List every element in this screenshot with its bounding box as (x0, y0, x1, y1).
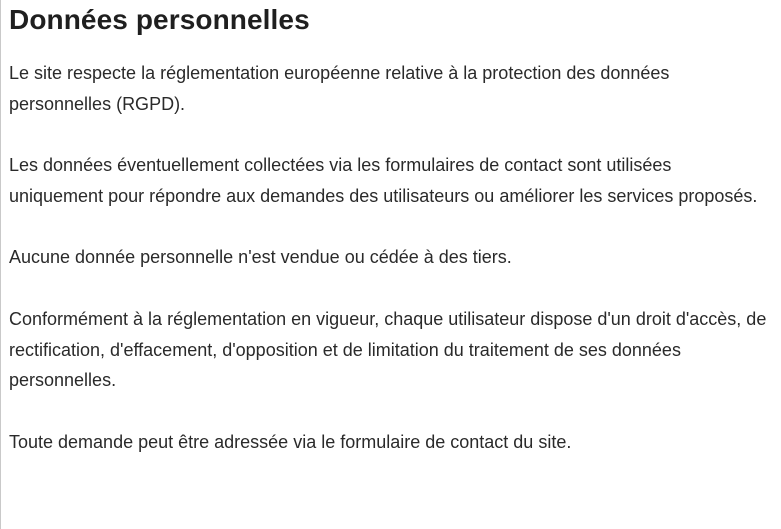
paragraph-contact-request: Toute demande peut être adressée via le formulaire de contact du site. (9, 431, 572, 452)
paragraph-no-sale: Aucune donnée personnelle n'est vendue ou cédée à des tiers. (9, 247, 512, 268)
paragraph-data-usage: Les données éventuellement collectées via les formulaires de contact sont utilisées uniquement pour répondre aux demandes des utilisateurs ou améliorer les services proposés. (9, 155, 758, 206)
page-title: Données personnelles (9, 4, 310, 35)
paragraph-user-rights: Conformément à la réglementation en vigueur, chaque utilisateur dispose d'un droit d'accès, de rectification, d'effacement, d'opposition et de limitation du traitement de ses données personnelles. (9, 308, 767, 391)
paragraph-rgpd: Le site respecte la réglementation européenne relative à la protection des données personnelles (RGPD). (9, 63, 670, 114)
left-border (0, 0, 1, 529)
main-content (9, 0, 769, 457)
